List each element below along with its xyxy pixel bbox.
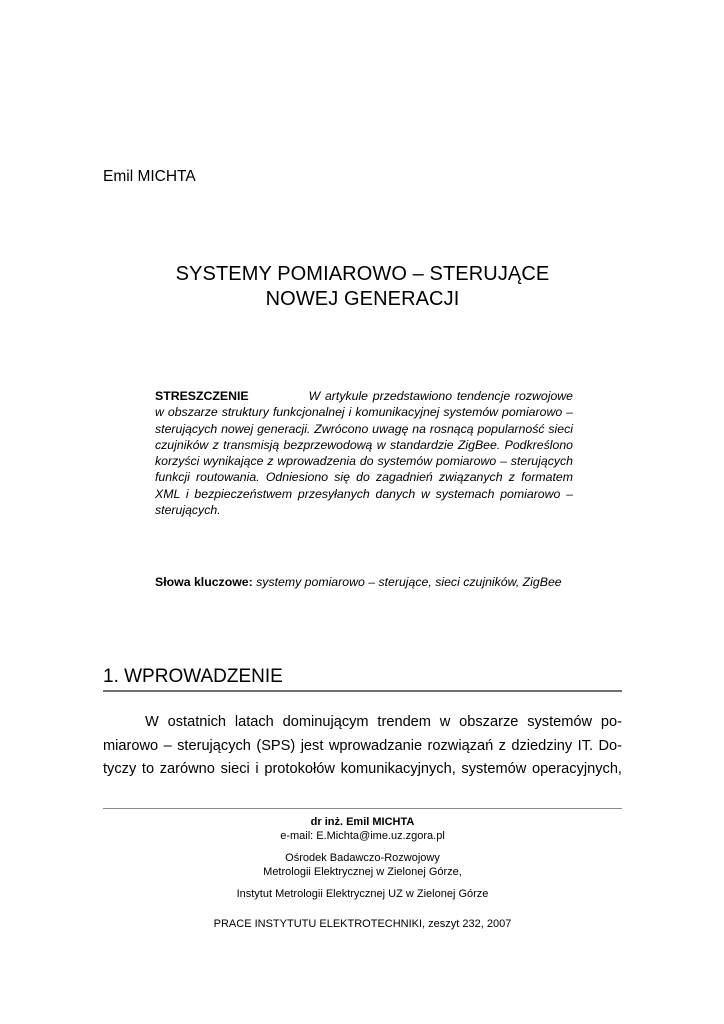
intro-line-3: tyczy to zarówno sieci i protokołów komunikacyjnych, systemów operacyjnych, xyxy=(103,761,622,777)
footer xyxy=(103,815,622,931)
section-divider xyxy=(103,690,622,692)
intro-line-2: miarowo – sterujących (SPS) jest wprowadzanie rozwiązań z dziedziny IT. Do- xyxy=(103,737,622,754)
footer-divider xyxy=(103,808,622,809)
footer-publication: PRACE INSTYTUTU ELEKTROTECHNIKI, zeszyt 232, 2007 xyxy=(213,918,512,930)
footer-email: e-mail: E.Michta@ime.uz.zgora.pl xyxy=(280,830,445,842)
title-line-2: NOWEJ GENERACJI xyxy=(265,288,460,310)
abstract-text: W artykule przedstawiono tendencje rozwojowe w obszarze struktury funkcjonalnej i komunikacyjnej systemów pomiarowo – sterujących nowej generacji. Zwrócono uwagę na rosnącą popularność sieci czujników z transmisją bezprzewodową w standardzie ZigBee. Podkreślono korzyści wynikające z wprowadzenia do systemów pomiarowo – sterujących funkcji routowania. Odniesiono się do zagadnień związanych z formatem XML i bezpieczeństwem przesyłanych danych w systemach pomiarowo – sterujących. xyxy=(155,389,573,518)
keywords-text: systemy pomiarowo – sterujące, sieci czujników, ZigBee xyxy=(256,575,562,589)
footer-institute: Instytut Metrologii Elektrycznej UZ w Zielonej Górze xyxy=(236,888,489,900)
abstract-label: STRESZCZENIE xyxy=(155,389,249,403)
keywords-label: Słowa kluczowe: xyxy=(155,575,253,589)
footer-affiliation-line-2: Metrologii Elektrycznej w Zielonej Górze, xyxy=(263,866,462,878)
footer-author-name: dr inż. Emil MICHTA xyxy=(310,816,415,828)
footer-affiliation-line-1: Ośrodek Badawczo-Rozwojowy xyxy=(285,852,440,864)
author-name: Emil MICHTA xyxy=(103,168,196,185)
intro-line-1-text: W ostatnich latach dominującym trendem w obszarze systemów po- xyxy=(145,714,622,730)
abstract xyxy=(155,388,573,518)
intro-line-1 xyxy=(103,711,622,735)
paper-title xyxy=(103,262,622,312)
title-line-1: SYSTEMY POMIAROWO – STERUJĄCE xyxy=(175,263,550,285)
keywords xyxy=(155,572,573,594)
section-heading: 1. WPROWADZENIE xyxy=(103,666,283,687)
intro-paragraph xyxy=(103,711,622,782)
